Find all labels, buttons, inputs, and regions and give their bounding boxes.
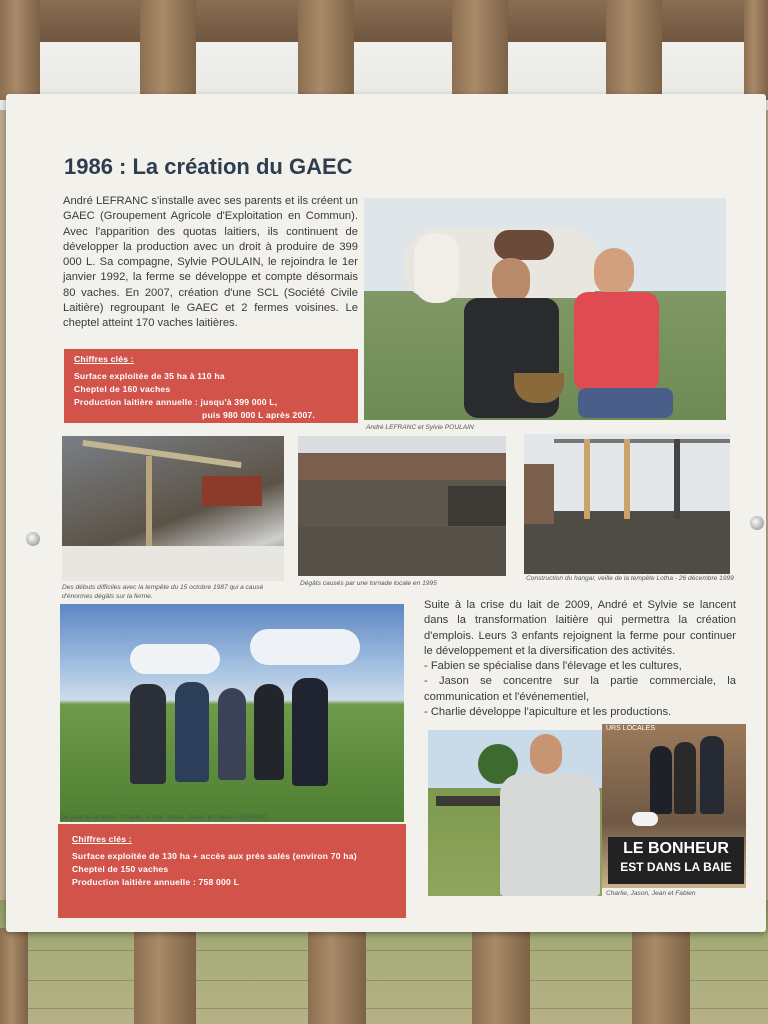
fence-post [744,0,768,100]
fence-post [298,0,354,100]
beekeeper [492,734,602,896]
person [254,684,284,780]
tornado-damage-photo [298,436,506,576]
gift-basket [514,373,564,403]
person [218,688,246,780]
hangar-construction-photo [524,434,730,574]
person [292,678,328,786]
couple-photo [364,198,726,420]
key-figure-line: Surface exploitée de 130 ha + accès aux prés salés (environ 70 ha) [72,851,357,861]
key-figure-line: puis 980 000 L après 2007. [202,410,316,420]
storm-damage-photo [62,436,284,581]
person [650,746,672,814]
magazine-headline-line: EST DANS LA BAIE [620,860,732,874]
family-photo [60,604,404,822]
beekeeper-photo [428,730,602,896]
fence-post [140,0,196,100]
person [700,736,724,814]
key-figure-line: Cheptel de 150 vaches [72,864,169,874]
activity-item: - Fabien se spécialise dans l'élevage et les cultures, [424,660,682,673]
person [674,742,696,814]
fence-post [134,924,196,1024]
activity-item: - Jason se concentre sur la partie commerciale, la communication et l'événementiel, [424,675,736,703]
key-figure-line: Production laitière annuelle : jusqu'à 399 000 L, [74,397,278,407]
fence-post [452,0,508,100]
information-panel [6,94,766,932]
key-figures-box [58,824,406,918]
key-figure-line: Surface exploitée de 35 ha à 110 ha [74,371,225,381]
magazine-top-label: URS LOCALES [606,725,656,732]
key-figure-line: Production laitière annuelle : 758 000 L [72,877,240,887]
page-title: 1986 : La création du GAEC [64,154,353,179]
magazine-headline-line: LE BONHEUR [623,840,729,857]
key-figures-heading: Chiffres clés : [74,354,134,364]
activity-item: - Charlie développe l'apiculture et les productions. [424,706,672,719]
photo-caption: Charlie, Jason, Jean et Fabien [606,890,696,897]
photo-caption: Dégâts causés par une tornade locale en 1995 [300,580,437,587]
second-paragraph-intro: Suite à la crise du lait de 2009, André et Sylvie se lancent dans la transformation laitière qui permettra la création d'emplois. Leurs 3 enfants rejoignent la ferme pour continuer le développement et la diversification des activités. [424,599,736,657]
person [130,684,166,784]
magazine-headline [608,837,744,884]
fence-post [0,928,28,1024]
key-figures-box [64,349,358,423]
photo-caption: Construction du hangar, veille de la tempête Lotha - 26 décembre 1999 [526,575,734,582]
screw-icon [750,516,764,530]
key-figures-heading: Chiffres clés : [72,834,132,844]
photo-caption: De gauche à droite : Charlie, André, Sylvie, Jason et Fabien LEFRANC [60,814,268,821]
intro-paragraph: André LEFRANC s'installe avec ses parents et ils créent un GAEC (Groupement Agricole d'Exploitation en Commun). Avec l'apparition des quotas laitiers, ils continuent de développer la production avec un droit à produire de 399 000 L. Sa compagne, Sylvie POULAIN, le rejoindra le 1er janvier 1992, la ferme se développe et compte désormais 80 vaches. En 2007, création d'une SCL (Société Civile Laitière) regroupant le GAEC et 2 fermes voisines. Le cheptel atteint 170 vaches laitières. [63,195,358,330]
fence-post [606,0,662,100]
key-figure-line: Cheptel de 160 vaches [74,384,171,394]
fence-post [0,0,40,100]
screw-icon [26,532,40,546]
photo-caption: André LEFRANC et Sylvie POULAIN [366,424,474,431]
second-paragraph [424,598,736,720]
fence-post [308,924,366,1024]
cow-patch [494,230,554,260]
person [175,682,209,782]
cow-head [414,233,459,303]
woman [554,248,674,418]
photo-caption: Des débuts difficiles avec la tempête du 15 octobre 1987 qui a causé d'énormes dégâts sur la ferme. [62,584,264,600]
